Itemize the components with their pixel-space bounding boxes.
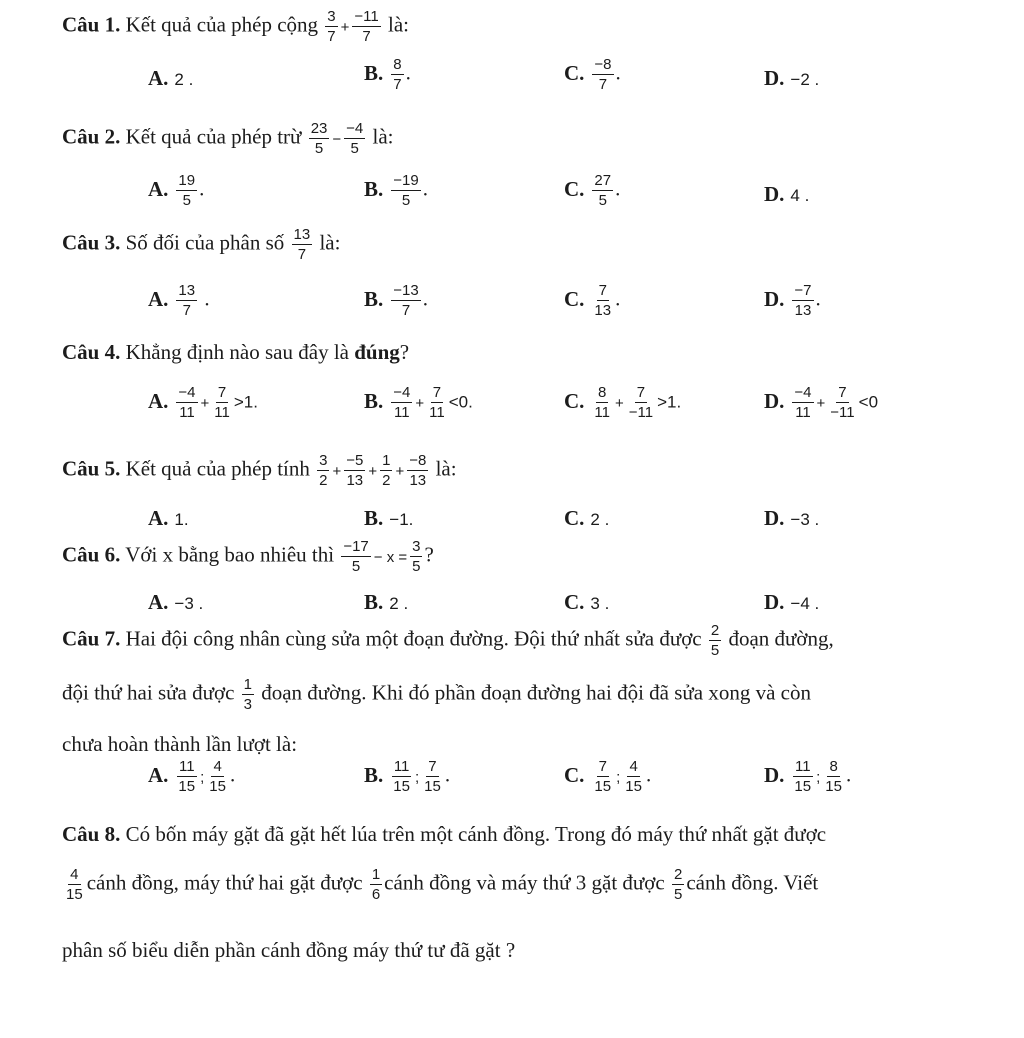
option-a[interactable]: A. $\frac{-4}{11}$ + $\frac{7}{11}$ >1. [148, 384, 258, 422]
question-6: Câu 6. Với x bằng bao nhiêu thì $\frac{-17}{5}$ − x = $\frac{3}{5}$ ? [62, 538, 434, 576]
option-d[interactable]: D. 4 . [764, 182, 810, 206]
question-label: Câu 6. [62, 542, 121, 567]
question-label: Câu 3. [62, 230, 121, 255]
option-d[interactable]: D. $\frac{-7}{13}$ . [764, 282, 821, 320]
question-5: Câu 5. Kết quả của phép tính $\frac{3}{2}$ + $\frac{-5}{13}$ + $\frac{1}{2}$ + $\frac{-8}{13}$ là: [62, 452, 457, 490]
question-label: Câu 5. [62, 456, 121, 481]
option-b[interactable]: B. $\frac{-13}{7}$ . [364, 282, 428, 320]
option-a[interactable]: A. $\frac{19}{5}$ . [148, 172, 205, 210]
question-label: Câu 4. [62, 340, 121, 364]
question-label: Câu 2. [62, 124, 121, 149]
option-a[interactable]: A. 1. [148, 506, 189, 530]
option-c[interactable]: C. $\frac{27}{5}$ . [564, 172, 621, 210]
fraction: $\frac{-11}{7}$ [354, 8, 379, 46]
question-text: Kết quả của phép cộng [125, 12, 319, 37]
question-3: Câu 3. Số đối của phân số $\frac{13}{7}$ là: [62, 226, 341, 264]
question-label: Câu 7. [62, 626, 121, 651]
option-d[interactable]: D. −2 . [764, 66, 820, 90]
option-a[interactable]: A. 2 . [148, 66, 194, 90]
option-d[interactable]: D. $\frac{-4}{11}$ + $\frac{7}{-11}$ <0 [764, 384, 879, 422]
question-7: Câu 7. Hai đội công nhân cùng sửa một đoạn đường. Đội thứ nhất sửa được $\frac{2}{5}$ đoạn đường, [62, 622, 834, 660]
option-a[interactable]: A. $\frac{11}{15}$ ; $\frac{4}{15}$ . [148, 758, 236, 796]
option-b[interactable]: B. $\frac{11}{15}$ ; $\frac{7}{15}$ . [364, 758, 451, 796]
question-2: Câu 2. Kết quả của phép trừ $\frac{23}{5}$ − $\frac{-4}{5}$ là: [62, 120, 394, 158]
option-a[interactable]: A. $\frac{13}{7}$ . [148, 282, 210, 320]
option-c[interactable]: C. $\frac{7}{15}$ ; $\frac{4}{15}$ . [564, 758, 652, 796]
question-8: Câu 8. Có bốn máy gặt đã gặt hết lúa trên một cánh đồng. Trong đó máy thứ nhất gặt được [62, 822, 827, 846]
fraction: $\frac{3}{7}$ [327, 8, 336, 46]
question-text: Số đối của phân số [125, 230, 285, 255]
option-b[interactable]: B. $\frac{-19}{5}$ . [364, 172, 428, 210]
question-8-line-2: $\frac{4}{15}$ cánh đồng, máy thứ hai gặt được $\frac{1}{6}$ cánh đồng và máy thứ 3 gặt được $\frac{2}{5}$ cánh đồng. Viết [66, 866, 819, 904]
question-text: Kết quả của phép trừ [125, 124, 302, 149]
option-b[interactable]: B. $\frac{-4}{11}$ + $\frac{7}{11}$ <0. [364, 384, 473, 422]
option-d[interactable]: D. $\frac{11}{15}$ ; $\frac{8}{15}$ . [764, 758, 852, 796]
option-b[interactable]: B. 2 . [364, 590, 409, 614]
question-text: Khẳng định nào sau đây là [125, 340, 349, 364]
option-b[interactable]: B. −1. [364, 506, 414, 530]
question-7-line-2: đội thứ hai sửa được $\frac{1}{3}$ đoạn đường. Khi đó phần đoạn đường hai đội đã sửa xong và còn [62, 676, 811, 714]
option-c[interactable]: C. 2 . [564, 506, 610, 530]
option-c[interactable]: C. 3 . [564, 590, 610, 614]
option-a[interactable]: A. −3 . [148, 590, 204, 614]
option-d[interactable]: D. −4 . [764, 590, 820, 614]
question-8-line-3: phân số biểu diễn phần cánh đồng máy thứ tư đã gặt ? [62, 938, 516, 962]
question-text: Kết quả của phép tính [125, 456, 310, 481]
question-7-line-3: chưa hoàn thành lần lượt là: [62, 732, 298, 756]
question-1: Câu 1. Kết quả của phép cộng $\frac{3}{7}$ + $\frac{-11}{7}$ là: [62, 8, 409, 46]
question-text: Với x bằng bao nhiêu thì [125, 542, 335, 567]
option-c[interactable]: C. $\frac{8}{11}$ + $\frac{7}{-11}$ >1. [564, 384, 682, 422]
option-c[interactable]: C. $\frac{7}{13}$ . [564, 282, 621, 320]
question-label: Câu 8. [62, 822, 121, 846]
option-c[interactable]: C. $\frac{-8}{7}$ . [564, 56, 621, 94]
option-b[interactable]: B. $\frac{8}{7}$ . [364, 56, 411, 94]
question-4: Câu 4. Khẳng định nào sau đây là đúng? [62, 340, 410, 364]
question-label: Câu 1. [62, 12, 121, 37]
option-d[interactable]: D. −3 . [764, 506, 820, 530]
